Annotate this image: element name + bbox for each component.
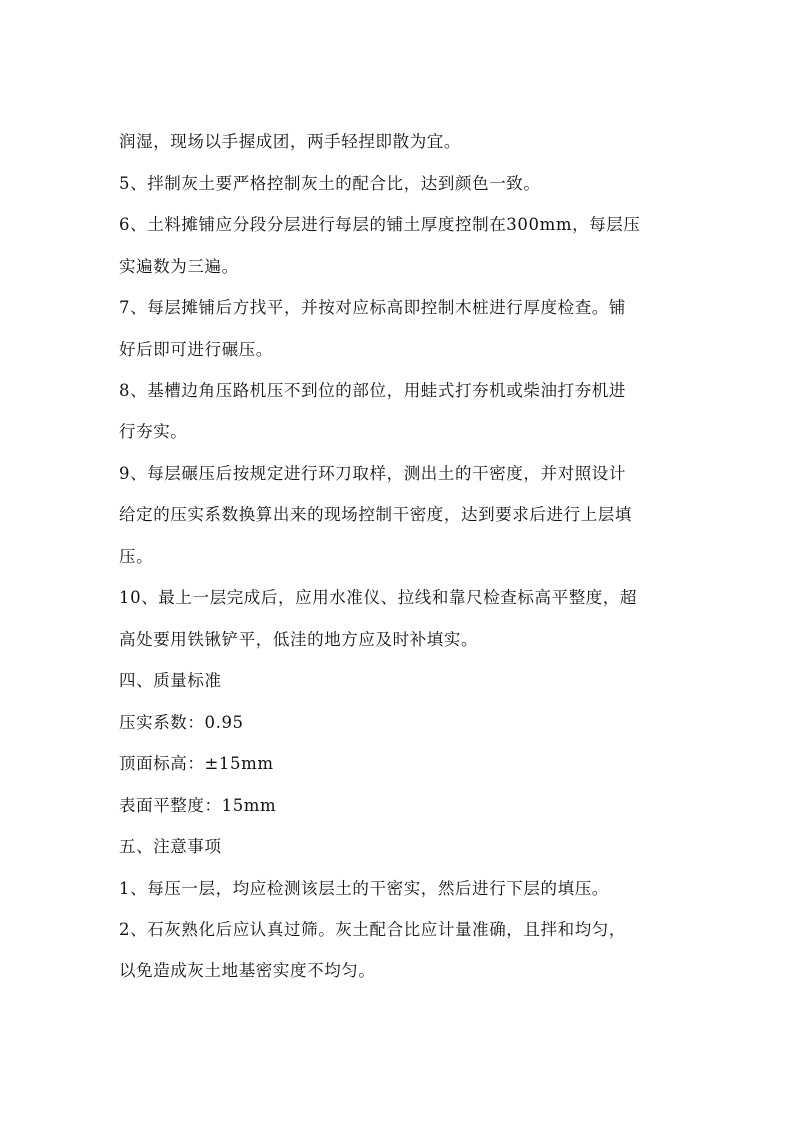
text-line: 压。	[119, 547, 154, 566]
text-line: 10、最上一层完成后，应用水准仪、拉线和靠尺检查标高平整度，超	[119, 588, 638, 607]
text-line: 好后即可进行碾压。	[119, 340, 273, 359]
text-line: 以免造成灰土地基密实度不均匀。	[119, 961, 376, 980]
text-line: 实遍数为三遍。	[119, 257, 239, 276]
text-line: 9、每层碾压后按规定进行环刀取样，测出土的干密度，并对照设计	[119, 464, 626, 483]
section-heading: 五、注意事项	[119, 837, 222, 856]
text-line: 8、基槽边角压路机压不到位的部位，用蛙式打夯机或柴油打夯机进	[119, 381, 626, 400]
text-line: 7、每层摊铺后方找平，并按对应标高即控制木桩进行厚度检查。铺	[119, 298, 626, 317]
text-line: 压实系数：0.95	[119, 713, 244, 732]
text-line: 给定的压实系数换算出来的现场控制干密度，达到要求后进行上层填	[119, 505, 632, 524]
text-line: 2、石灰熟化后应认真过筛。灰土配合比应计量准确，且拌和均匀，	[119, 920, 626, 939]
text-line: 表面平整度：15mm	[119, 796, 277, 815]
text-line: 5、拌制灰土要严格控制灰土的配合比，达到颜色一致。	[119, 174, 541, 193]
text-line: 高处要用铁锹铲平，低洼的地方应及时补填实。	[119, 630, 479, 649]
text-line: 顶面标高：±15mm	[119, 754, 274, 773]
text-line: 6、土料摊铺应分段分层进行每层的铺土厚度控制在300mm，每层压	[119, 215, 641, 234]
text-line: 行夯实。	[119, 422, 188, 441]
text-line: 润湿，现场以手握成团，两手轻捏即散为宜。	[119, 132, 461, 151]
text-line: 1、每压一层，均应检测该层土的干密实，然后进行下层的填压。	[119, 879, 609, 898]
section-heading: 四、质量标准	[119, 671, 222, 690]
